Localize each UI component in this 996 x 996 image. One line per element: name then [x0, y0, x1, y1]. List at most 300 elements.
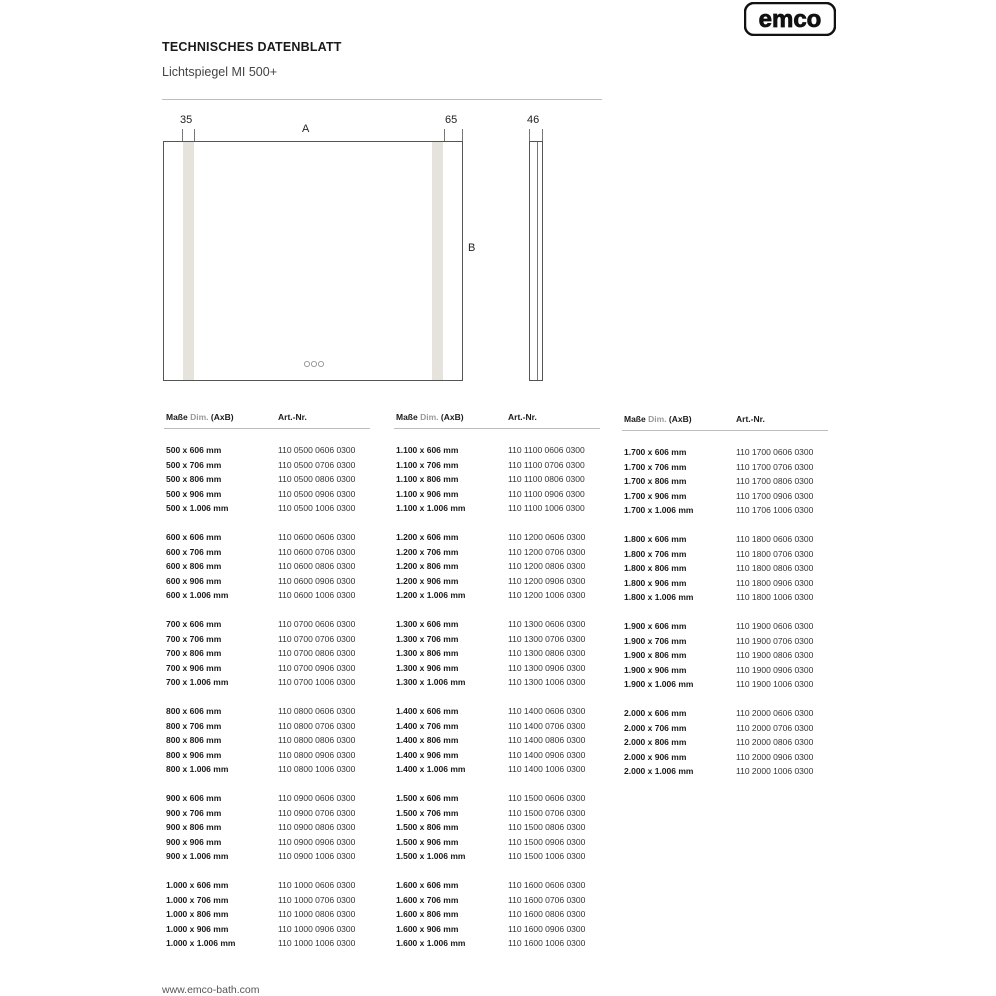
article-number-cell: 110 1300 0806 0300: [508, 648, 586, 658]
table-row: [164, 675, 370, 690]
table-column: [394, 409, 600, 965]
header-dim-prefix: Maße: [166, 412, 188, 422]
dimension-cell: 700 x 606 mm: [166, 619, 222, 629]
article-number-cell: 110 0800 0906 0300: [278, 749, 356, 760]
article-number-cell: 110 1900 0606 0300: [736, 621, 814, 631]
article-number-cell: 110 1300 1006 0300: [508, 677, 586, 687]
header-dim-prefix: Maße: [396, 412, 418, 422]
table-row: [394, 762, 600, 777]
article-number-cell: 110 0700 0706 0300: [278, 633, 356, 644]
emco-logo: [744, 2, 836, 36]
table-row: [164, 545, 370, 560]
table-row: [622, 474, 828, 489]
website-url: www.emco-bath.com: [162, 984, 260, 996]
table-row: [622, 503, 828, 518]
table-row: [164, 806, 370, 821]
dimension-cell: 1.700 x 706 mm: [624, 461, 687, 472]
table-row: [164, 791, 370, 806]
dimension-cell: 1.000 x 606 mm: [166, 880, 229, 890]
size-group: [164, 530, 370, 603]
table-row: [164, 936, 370, 951]
size-group: [394, 617, 600, 690]
dimension-tick: [529, 129, 530, 141]
header-dimensions: [166, 412, 234, 422]
table-row: [622, 576, 828, 591]
article-number-cell: 110 0500 1006 0300: [278, 503, 356, 513]
table-row: [394, 748, 600, 763]
touch-sensor-icon: [303, 360, 325, 368]
dimension-cell: 1.500 x 1.006 mm: [396, 851, 466, 861]
table-row: [394, 675, 600, 690]
led-strip-left: [183, 142, 194, 380]
article-number-cell: 110 1200 0606 0300: [508, 532, 586, 542]
dimension-cell: 1.200 x 1.006 mm: [396, 590, 466, 600]
table-row: [394, 907, 600, 922]
table-header: [622, 411, 828, 431]
article-number-cell: 110 1100 1006 0300: [508, 503, 585, 513]
dimension-cell: 1.300 x 606 mm: [396, 619, 459, 629]
article-number-cell: 110 1000 0706 0300: [278, 894, 356, 905]
dimension-cell: 800 x 806 mm: [166, 735, 222, 745]
article-number-cell: 110 1000 0806 0300: [278, 909, 356, 919]
dimension-tick: [194, 129, 195, 141]
article-number-cell: 110 0600 0606 0300: [278, 532, 356, 542]
left-strip-dimension: 35: [180, 114, 193, 126]
size-group: [622, 706, 828, 779]
dimension-cell: 800 x 906 mm: [166, 749, 222, 760]
article-number-cell: 110 1500 0906 0300: [508, 836, 586, 847]
dimension-cell: 1.900 x 606 mm: [624, 621, 687, 631]
article-number-cell: 110 1700 0706 0300: [736, 461, 814, 472]
dimension-cell: 1.500 x 706 mm: [396, 807, 459, 818]
dimension-cell: 1.500 x 806 mm: [396, 822, 459, 832]
header-divider: [162, 99, 602, 100]
article-number-cell: 110 1500 0606 0300: [508, 793, 586, 803]
table-row: [164, 922, 370, 937]
article-number-cell: 110 0800 1006 0300: [278, 764, 356, 774]
dimension-cell: 2.000 x 806 mm: [624, 737, 687, 747]
article-number-cell: 110 1900 0806 0300: [736, 650, 814, 660]
table-row: [394, 588, 600, 603]
table-row: [622, 445, 828, 460]
size-group: [394, 530, 600, 603]
dimension-cell: 1.000 x 1.006 mm: [166, 938, 236, 948]
dimension-cell: 1.400 x 706 mm: [396, 720, 459, 731]
size-group: [622, 445, 828, 518]
article-number-cell: 110 1100 0906 0300: [508, 488, 585, 499]
dimension-tick: [444, 129, 445, 141]
dimension-cell: 500 x 1.006 mm: [166, 503, 229, 513]
dimension-tick: [182, 129, 183, 141]
article-number-cell: 110 1200 0806 0300: [508, 561, 586, 571]
table-row: [394, 574, 600, 589]
article-number-cell: 110 1400 0606 0300: [508, 706, 586, 716]
side-view-inner-line: [537, 142, 538, 380]
article-number-cell: 110 1100 0706 0300: [508, 459, 585, 470]
table-row: [394, 893, 600, 908]
dimension-cell: 1.200 x 906 mm: [396, 575, 459, 586]
dimension-cell: 600 x 1.006 mm: [166, 590, 229, 600]
dimension-cell: 500 x 906 mm: [166, 488, 222, 499]
article-number-cell: 110 1400 0706 0300: [508, 720, 586, 731]
table-row: [622, 764, 828, 779]
dimension-cell: 600 x 806 mm: [166, 561, 222, 571]
article-number-cell: 110 1400 0906 0300: [508, 749, 586, 760]
article-number-cell: 110 0500 0606 0300: [278, 445, 356, 455]
table-row: [622, 532, 828, 547]
dimension-cell: 1.900 x 706 mm: [624, 635, 687, 646]
article-number-cell: 110 1706 1006 0300: [736, 505, 814, 515]
table-row: [164, 588, 370, 603]
table-row: [394, 443, 600, 458]
article-number-cell: 110 1700 0806 0300: [736, 476, 814, 486]
article-number-cell: 110 0600 0806 0300: [278, 561, 356, 571]
table-row: [164, 574, 370, 589]
height-label: B: [468, 242, 476, 254]
article-number-cell: 110 1200 0906 0300: [508, 575, 586, 586]
dimension-cell: 800 x 706 mm: [166, 720, 222, 731]
table-row: [622, 547, 828, 562]
article-number-cell: 110 0500 0906 0300: [278, 488, 356, 499]
table-row: [394, 559, 600, 574]
logo-text: emco: [758, 6, 822, 33]
table-row: [164, 907, 370, 922]
article-number-cell: 110 1300 0606 0300: [508, 619, 586, 629]
dimension-cell: 700 x 906 mm: [166, 662, 222, 673]
article-number-cell: 110 1600 1006 0300: [508, 938, 586, 948]
dimension-cell: 900 x 706 mm: [166, 807, 222, 818]
table-row: [394, 458, 600, 473]
article-number-cell: 110 2000 0606 0300: [736, 708, 814, 718]
dimension-cell: 1.400 x 806 mm: [396, 735, 459, 745]
header-dim-word: Dim.: [190, 412, 209, 422]
article-number-cell: 110 1300 0906 0300: [508, 662, 586, 673]
table-row: [394, 661, 600, 676]
dimension-cell: 1.900 x 806 mm: [624, 650, 687, 660]
dimension-cell: 1.600 x 606 mm: [396, 880, 459, 890]
header-article-number: Art.-Nr.: [278, 412, 307, 422]
mirror-front-view: [163, 141, 463, 381]
size-group: [164, 878, 370, 951]
dimension-cell: 1.300 x 906 mm: [396, 662, 459, 673]
depth-dimension: 46: [527, 114, 540, 126]
dimension-cell: 1.200 x 806 mm: [396, 561, 459, 571]
dimension-cell: 1.600 x 806 mm: [396, 909, 459, 919]
article-number-cell: 110 1000 0906 0300: [278, 923, 356, 934]
size-group: [394, 878, 600, 951]
dimension-cell: 500 x 606 mm: [166, 445, 222, 455]
width-label: A: [302, 123, 310, 135]
article-number-cell: 110 0900 0806 0300: [278, 822, 356, 832]
dimension-cell: 800 x 1.006 mm: [166, 764, 229, 774]
header-dim-word: Dim.: [420, 412, 439, 422]
table-row: [622, 750, 828, 765]
table-row: [394, 806, 600, 821]
table-header: [394, 409, 600, 429]
article-number-cell: 110 1600 0706 0300: [508, 894, 586, 905]
article-number-cell: 110 1500 0806 0300: [508, 822, 586, 832]
article-number-cell: 110 0600 0906 0300: [278, 575, 356, 586]
table-row: [394, 719, 600, 734]
header-dimensions: [624, 414, 692, 424]
table-row: [164, 501, 370, 516]
table-row: [164, 458, 370, 473]
table-row: [394, 704, 600, 719]
table-row: [394, 487, 600, 502]
table-row: [164, 617, 370, 632]
table-row: [394, 646, 600, 661]
dimension-cell: 1.100 x 1.006 mm: [396, 503, 466, 513]
dimension-cell: 500 x 806 mm: [166, 474, 222, 484]
article-number-cell: 110 2000 0706 0300: [736, 722, 814, 733]
size-group: [164, 443, 370, 516]
table-row: [164, 820, 370, 835]
table-row: [622, 634, 828, 649]
dimension-cell: 600 x 606 mm: [166, 532, 222, 542]
article-number-cell: 110 1000 1006 0300: [278, 938, 356, 948]
article-number-cell: 110 1700 0606 0300: [736, 447, 814, 457]
dimension-cell: 1.800 x 1.006 mm: [624, 592, 694, 602]
table-row: [164, 719, 370, 734]
table-row: [394, 820, 600, 835]
size-group: [622, 619, 828, 692]
article-number-cell: 110 1800 0806 0300: [736, 563, 814, 573]
size-group: [164, 617, 370, 690]
document-title: TECHNISCHES DATENBLATT: [162, 40, 342, 54]
table-column: [622, 411, 828, 793]
table-row: [394, 849, 600, 864]
article-number-cell: 110 0900 0706 0300: [278, 807, 356, 818]
dimension-cell: 2.000 x 706 mm: [624, 722, 687, 733]
table-row: [622, 663, 828, 678]
table-row: [164, 704, 370, 719]
dimension-cell: 800 x 606 mm: [166, 706, 222, 716]
table-row: [622, 677, 828, 692]
size-group: [164, 791, 370, 864]
header-article-number: Art.-Nr.: [736, 414, 765, 424]
table-row: [622, 561, 828, 576]
dimension-cell: 1.800 x 606 mm: [624, 534, 687, 544]
header-article-number: Art.-Nr.: [508, 412, 537, 422]
dimension-tick: [462, 129, 463, 141]
table-row: [394, 545, 600, 560]
article-number-cell: 110 0700 1006 0300: [278, 677, 356, 687]
led-strip-right: [432, 142, 443, 380]
table-row: [164, 733, 370, 748]
size-group: [622, 532, 828, 605]
dimension-cell: 1.500 x 906 mm: [396, 836, 459, 847]
table-row: [622, 460, 828, 475]
article-number-cell: 110 1500 0706 0300: [508, 807, 586, 818]
table-row: [164, 835, 370, 850]
article-number-cell: 110 0800 0606 0300: [278, 706, 356, 716]
table-row: [622, 590, 828, 605]
table-row: [164, 472, 370, 487]
table-row: [164, 443, 370, 458]
article-number-cell: 110 1800 0906 0300: [736, 577, 814, 588]
header-dim-suffix: (AxB): [668, 414, 692, 424]
dimension-cell: 2.000 x 1.006 mm: [624, 766, 694, 776]
header-dim-suffix: (AxB): [210, 412, 234, 422]
dimension-cell: 1.900 x 906 mm: [624, 664, 687, 675]
dimension-cell: 600 x 706 mm: [166, 546, 222, 557]
article-number-cell: 110 2000 0806 0300: [736, 737, 814, 747]
size-group: [394, 704, 600, 777]
table-row: [164, 762, 370, 777]
article-number-cell: 110 0800 0706 0300: [278, 720, 356, 731]
article-number-cell: 110 1100 0806 0300: [508, 474, 585, 484]
table-row: [394, 733, 600, 748]
dimension-cell: 1.100 x 706 mm: [396, 459, 459, 470]
article-number-cell: 110 0900 1006 0300: [278, 851, 356, 861]
table-row: [394, 922, 600, 937]
dimension-cell: 1.600 x 1.006 mm: [396, 938, 466, 948]
mirror-side-view: [529, 141, 543, 381]
table-row: [394, 472, 600, 487]
table-row: [622, 489, 828, 504]
dimension-cell: 1.200 x 706 mm: [396, 546, 459, 557]
table-row: [394, 835, 600, 850]
article-number-cell: 110 1700 0906 0300: [736, 490, 814, 501]
table-row: [622, 648, 828, 663]
table-row: [394, 791, 600, 806]
dimension-cell: 1.000 x 806 mm: [166, 909, 229, 919]
table-row: [164, 893, 370, 908]
dimension-cell: 1.700 x 606 mm: [624, 447, 687, 457]
article-number-cell: 110 1800 1006 0300: [736, 592, 814, 602]
dimension-cell: 2.000 x 606 mm: [624, 708, 687, 718]
article-number-cell: 110 1600 0606 0300: [508, 880, 586, 890]
dimension-cell: 1.800 x 906 mm: [624, 577, 687, 588]
table-row: [622, 706, 828, 721]
header-dim-word: Dim.: [648, 414, 667, 424]
dimension-cell: 900 x 806 mm: [166, 822, 222, 832]
dimension-cell: 1.800 x 806 mm: [624, 563, 687, 573]
article-number-cell: 110 1200 1006 0300: [508, 590, 586, 600]
dimension-cell: 1.700 x 1.006 mm: [624, 505, 694, 515]
table-row: [622, 735, 828, 750]
size-group: [164, 704, 370, 777]
article-number-cell: 110 0600 0706 0300: [278, 546, 356, 557]
size-group: [394, 791, 600, 864]
article-number-cell: 110 1600 0906 0300: [508, 923, 586, 934]
table-column: [164, 409, 370, 965]
article-number-cell: 110 0500 0806 0300: [278, 474, 356, 484]
table-row: [164, 646, 370, 661]
article-number-cell: 110 1800 0606 0300: [736, 534, 814, 544]
article-number-cell: 110 1900 0906 0300: [736, 664, 814, 675]
article-number-cell: 110 1000 0606 0300: [278, 880, 356, 890]
dimension-cell: 1.300 x 706 mm: [396, 633, 459, 644]
article-number-cell: 110 1100 0606 0300: [508, 445, 585, 455]
article-number-cell: 110 1600 0806 0300: [508, 909, 586, 919]
table-row: [622, 619, 828, 634]
right-strip-dimension: 65: [445, 114, 458, 126]
table-row: [394, 617, 600, 632]
dimension-cell: 1.100 x 906 mm: [396, 488, 459, 499]
dimension-cell: 1.700 x 806 mm: [624, 476, 687, 486]
header-dim-prefix: Maße: [624, 414, 646, 424]
size-group: [394, 443, 600, 516]
table-row: [164, 661, 370, 676]
article-number-cell: 110 0900 0906 0300: [278, 836, 356, 847]
article-number-cell: 110 1400 1006 0300: [508, 764, 586, 774]
article-number-cell: 110 1500 1006 0300: [508, 851, 586, 861]
article-number-cell: 110 0800 0806 0300: [278, 735, 356, 745]
table-row: [394, 530, 600, 545]
dimension-cell: 1.600 x 706 mm: [396, 894, 459, 905]
article-number-cell: 110 0600 1006 0300: [278, 590, 356, 600]
table-row: [622, 721, 828, 736]
product-name: Lichtspiegel MI 500+: [162, 65, 278, 79]
table-row: [394, 936, 600, 951]
dimension-cell: 600 x 906 mm: [166, 575, 222, 586]
table-row: [164, 878, 370, 893]
dimension-cell: 1.200 x 606 mm: [396, 532, 459, 542]
dimension-tick: [542, 129, 543, 141]
article-number-cell: 110 0700 0606 0300: [278, 619, 356, 629]
table-row: [394, 878, 600, 893]
table-row: [164, 530, 370, 545]
dimension-cell: 1.300 x 1.006 mm: [396, 677, 466, 687]
table-row: [164, 487, 370, 502]
article-number-cell: 110 0900 0606 0300: [278, 793, 356, 803]
dimension-cell: 1.100 x 606 mm: [396, 445, 459, 455]
table-row: [394, 501, 600, 516]
dimension-cell: 1.900 x 1.006 mm: [624, 679, 694, 689]
dimension-cell: 1.400 x 906 mm: [396, 749, 459, 760]
dimension-cell: 1.000 x 906 mm: [166, 923, 229, 934]
dimension-cell: 1.000 x 706 mm: [166, 894, 229, 905]
article-number-cell: 110 2000 1006 0300: [736, 766, 814, 776]
article-number-cell: 110 0700 0806 0300: [278, 648, 356, 658]
table-row: [164, 632, 370, 647]
dimension-cell: 500 x 706 mm: [166, 459, 222, 470]
dimension-cell: 900 x 1.006 mm: [166, 851, 229, 861]
table-row: [164, 748, 370, 763]
header-dimensions: [396, 412, 464, 422]
dimension-cell: 1.400 x 606 mm: [396, 706, 459, 716]
table-row: [164, 559, 370, 574]
article-number-cell: 110 1900 1006 0300: [736, 679, 814, 689]
dimension-cell: 1.800 x 706 mm: [624, 548, 687, 559]
table-row: [164, 849, 370, 864]
table-header: [164, 409, 370, 429]
dimension-cell: 1.600 x 906 mm: [396, 923, 459, 934]
article-number-cell: 110 0500 0706 0300: [278, 459, 356, 470]
table-row: [394, 632, 600, 647]
article-number-cell: 110 1800 0706 0300: [736, 548, 814, 559]
dimension-cell: 1.300 x 806 mm: [396, 648, 459, 658]
article-number-cell: 110 1400 0806 0300: [508, 735, 586, 745]
article-number-cell: 110 1900 0706 0300: [736, 635, 814, 646]
header-dim-suffix: (AxB): [440, 412, 464, 422]
dimension-cell: 1.100 x 806 mm: [396, 474, 459, 484]
dimension-cell: 900 x 906 mm: [166, 836, 222, 847]
dimension-cell: 1.400 x 1.006 mm: [396, 764, 466, 774]
dimension-cell: 700 x 706 mm: [166, 633, 222, 644]
article-number-cell: 110 1300 0706 0300: [508, 633, 586, 644]
article-number-cell: 110 2000 0906 0300: [736, 751, 814, 762]
dimension-cell: 700 x 1.006 mm: [166, 677, 229, 687]
article-number-cell: 110 0700 0906 0300: [278, 662, 356, 673]
dimension-cell: 2.000 x 906 mm: [624, 751, 687, 762]
article-number-cell: 110 1200 0706 0300: [508, 546, 586, 557]
dimension-cell: 1.500 x 606 mm: [396, 793, 459, 803]
dimension-cell: 900 x 606 mm: [166, 793, 222, 803]
dimension-cell: 1.700 x 906 mm: [624, 490, 687, 501]
dimension-cell: 700 x 806 mm: [166, 648, 222, 658]
